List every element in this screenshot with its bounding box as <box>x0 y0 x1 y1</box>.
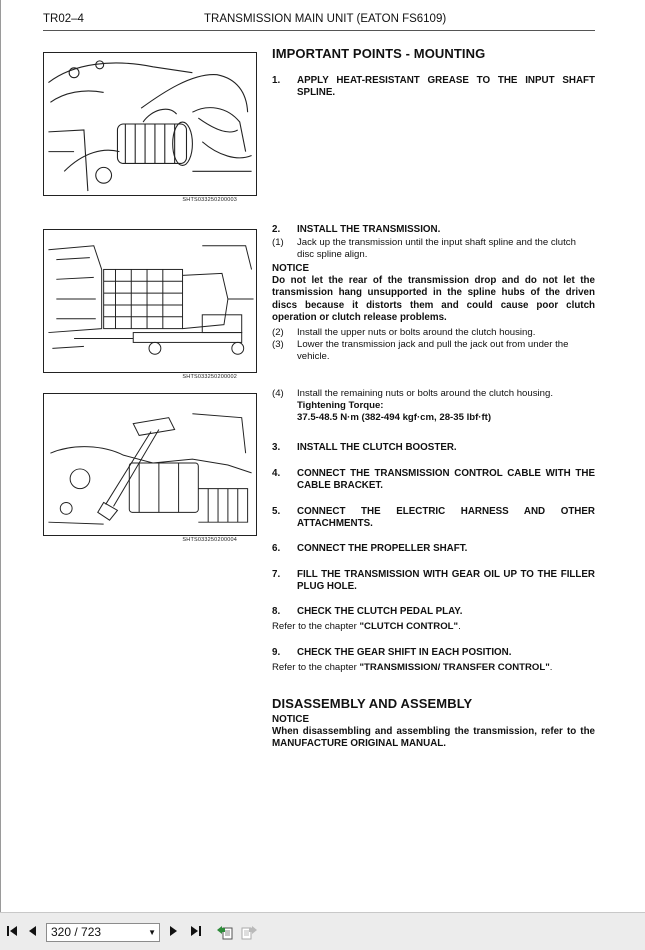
step-2-continued <box>272 388 595 424</box>
back-view-icon <box>216 924 234 940</box>
step-4 <box>272 468 595 492</box>
notice-text: When disassembling and assembling the transmission, refer to the MANUFACTURE ORIGINAL MANUAL. <box>272 726 595 750</box>
step-6 <box>272 543 595 555</box>
step-text: CONNECT THE PROPELLER SHAFT. <box>297 543 468 554</box>
mounting-heading-block <box>272 46 595 61</box>
section-code: TR02–4 <box>43 13 84 25</box>
step-7 <box>272 569 595 593</box>
previous-page-button[interactable] <box>24 923 40 939</box>
reference-prefix: Refer to the chapter <box>272 621 360 632</box>
previous-page-icon <box>24 923 40 939</box>
step-5 <box>272 506 595 530</box>
page-number-input[interactable] <box>46 923 160 942</box>
bolt-tightening-illustration <box>44 394 256 535</box>
forward-view-button[interactable] <box>240 924 258 940</box>
substep-number: (4) <box>272 388 284 399</box>
substep-number: (1) <box>272 237 284 248</box>
step-8-block <box>272 606 595 633</box>
step-number: 9. <box>272 647 281 658</box>
reference-chapter: "CLUTCH CONTROL" <box>359 621 459 632</box>
figure-caption: SHTS033250200003 <box>182 197 237 203</box>
reference-line <box>272 621 595 633</box>
step-text: CONNECT THE ELECTRIC HARNESS AND OTHER ATTACHMENTS. <box>297 506 595 529</box>
step-text: INSTALL THE CLUTCH BOOSTER. <box>297 442 457 453</box>
last-page-button[interactable] <box>188 923 204 939</box>
transmission-jack-illustration <box>44 230 256 372</box>
step-number: 7. <box>272 569 281 580</box>
page-number-value: 320 / 723 <box>51 925 102 939</box>
step-2-block <box>272 224 595 363</box>
notice-label: NOTICE <box>272 263 310 274</box>
step-number: 2. <box>272 224 281 235</box>
figure-install-transmission <box>43 229 257 373</box>
step-number: 4. <box>272 468 281 479</box>
reference-chapter: "TRANSMISSION/ TRANSFER CONTROL" <box>359 662 550 673</box>
header-rule <box>43 30 595 31</box>
substep-number: (3) <box>272 339 284 351</box>
first-page-icon <box>4 923 20 939</box>
reference-suffix: . <box>458 621 461 632</box>
first-page-button[interactable] <box>4 923 20 939</box>
section-heading-disassembly: DISASSEMBLY AND ASSEMBLY <box>272 696 473 711</box>
viewer-toolbar <box>0 912 645 950</box>
step-text: FILL THE TRANSMISSION WITH GEAR OIL UP TO THE FILLER PLUG HOLE. <box>297 569 595 592</box>
step-number: 6. <box>272 543 281 554</box>
step-number: 1. <box>272 75 281 86</box>
figure-tightening-bolts <box>43 393 257 536</box>
step-text: INSTALL THE TRANSMISSION. <box>297 224 441 235</box>
figure-grease-spline <box>43 52 257 196</box>
last-page-icon <box>188 923 204 939</box>
page-title: TRANSMISSION MAIN UNIT (EATON FS6109) <box>204 13 447 25</box>
step-text: CONNECT THE TRANSMISSION CONTROL CABLE WITH THE CABLE BRACKET. <box>297 468 595 491</box>
step-number: 3. <box>272 442 281 453</box>
reference-suffix: . <box>549 662 553 673</box>
figure-caption: SHTS033250200004 <box>182 537 237 543</box>
substep-number: (2) <box>272 327 284 339</box>
notice-text: Do not let the rear of the transmission drop and do not let the transmission hang unsupported in the spline hubs of the driven discs because it distorts them and could cause poor clutch operation or clutch release problems. <box>272 275 595 323</box>
substep-text: Install the upper nuts or bolts around the clutch housing. <box>297 327 536 339</box>
forward-view-icon <box>240 924 258 940</box>
reference-prefix: Refer to the chapter <box>272 662 360 673</box>
section-heading-mounting: IMPORTANT POINTS - MOUNTING <box>272 46 486 61</box>
next-page-button[interactable] <box>166 923 182 939</box>
substep-text: Install the remaining nuts or bolts around the clutch housing. <box>297 388 553 399</box>
reference-line <box>272 662 595 674</box>
step-1 <box>272 75 595 99</box>
step-text: CHECK THE GEAR SHIFT IN EACH POSITION. <box>297 647 512 658</box>
chevron-down-icon[interactable]: ▼ <box>148 928 156 937</box>
notice-label: NOTICE <box>272 714 310 725</box>
torque-value: 37.5-48.5 N·m (382-494 kgf·cm, 28-35 lbf·ft) <box>297 412 492 423</box>
step-number: 5. <box>272 506 281 517</box>
step-9-block <box>272 647 595 674</box>
step-number: 8. <box>272 606 281 617</box>
step-text: APPLY HEAT-RESISTANT GREASE TO THE INPUT SHAFT SPLINE. <box>297 75 595 98</box>
step-text: CHECK THE CLUTCH PEDAL PLAY. <box>297 606 463 617</box>
figure-caption: SHTS033250200002 <box>182 374 237 380</box>
disassembly-block <box>272 696 595 751</box>
step-3 <box>272 442 595 454</box>
grease-spline-illustration <box>44 53 256 195</box>
torque-label: Tightening Torque: <box>297 400 384 411</box>
substep-text: Jack up the transmission until the input shaft spline and the clutch disc spline align. <box>297 237 576 260</box>
substep-text: Lower the transmission jack and pull the jack out from under the vehicle. <box>297 339 569 363</box>
next-page-icon <box>166 923 182 939</box>
back-view-button[interactable] <box>216 924 234 940</box>
